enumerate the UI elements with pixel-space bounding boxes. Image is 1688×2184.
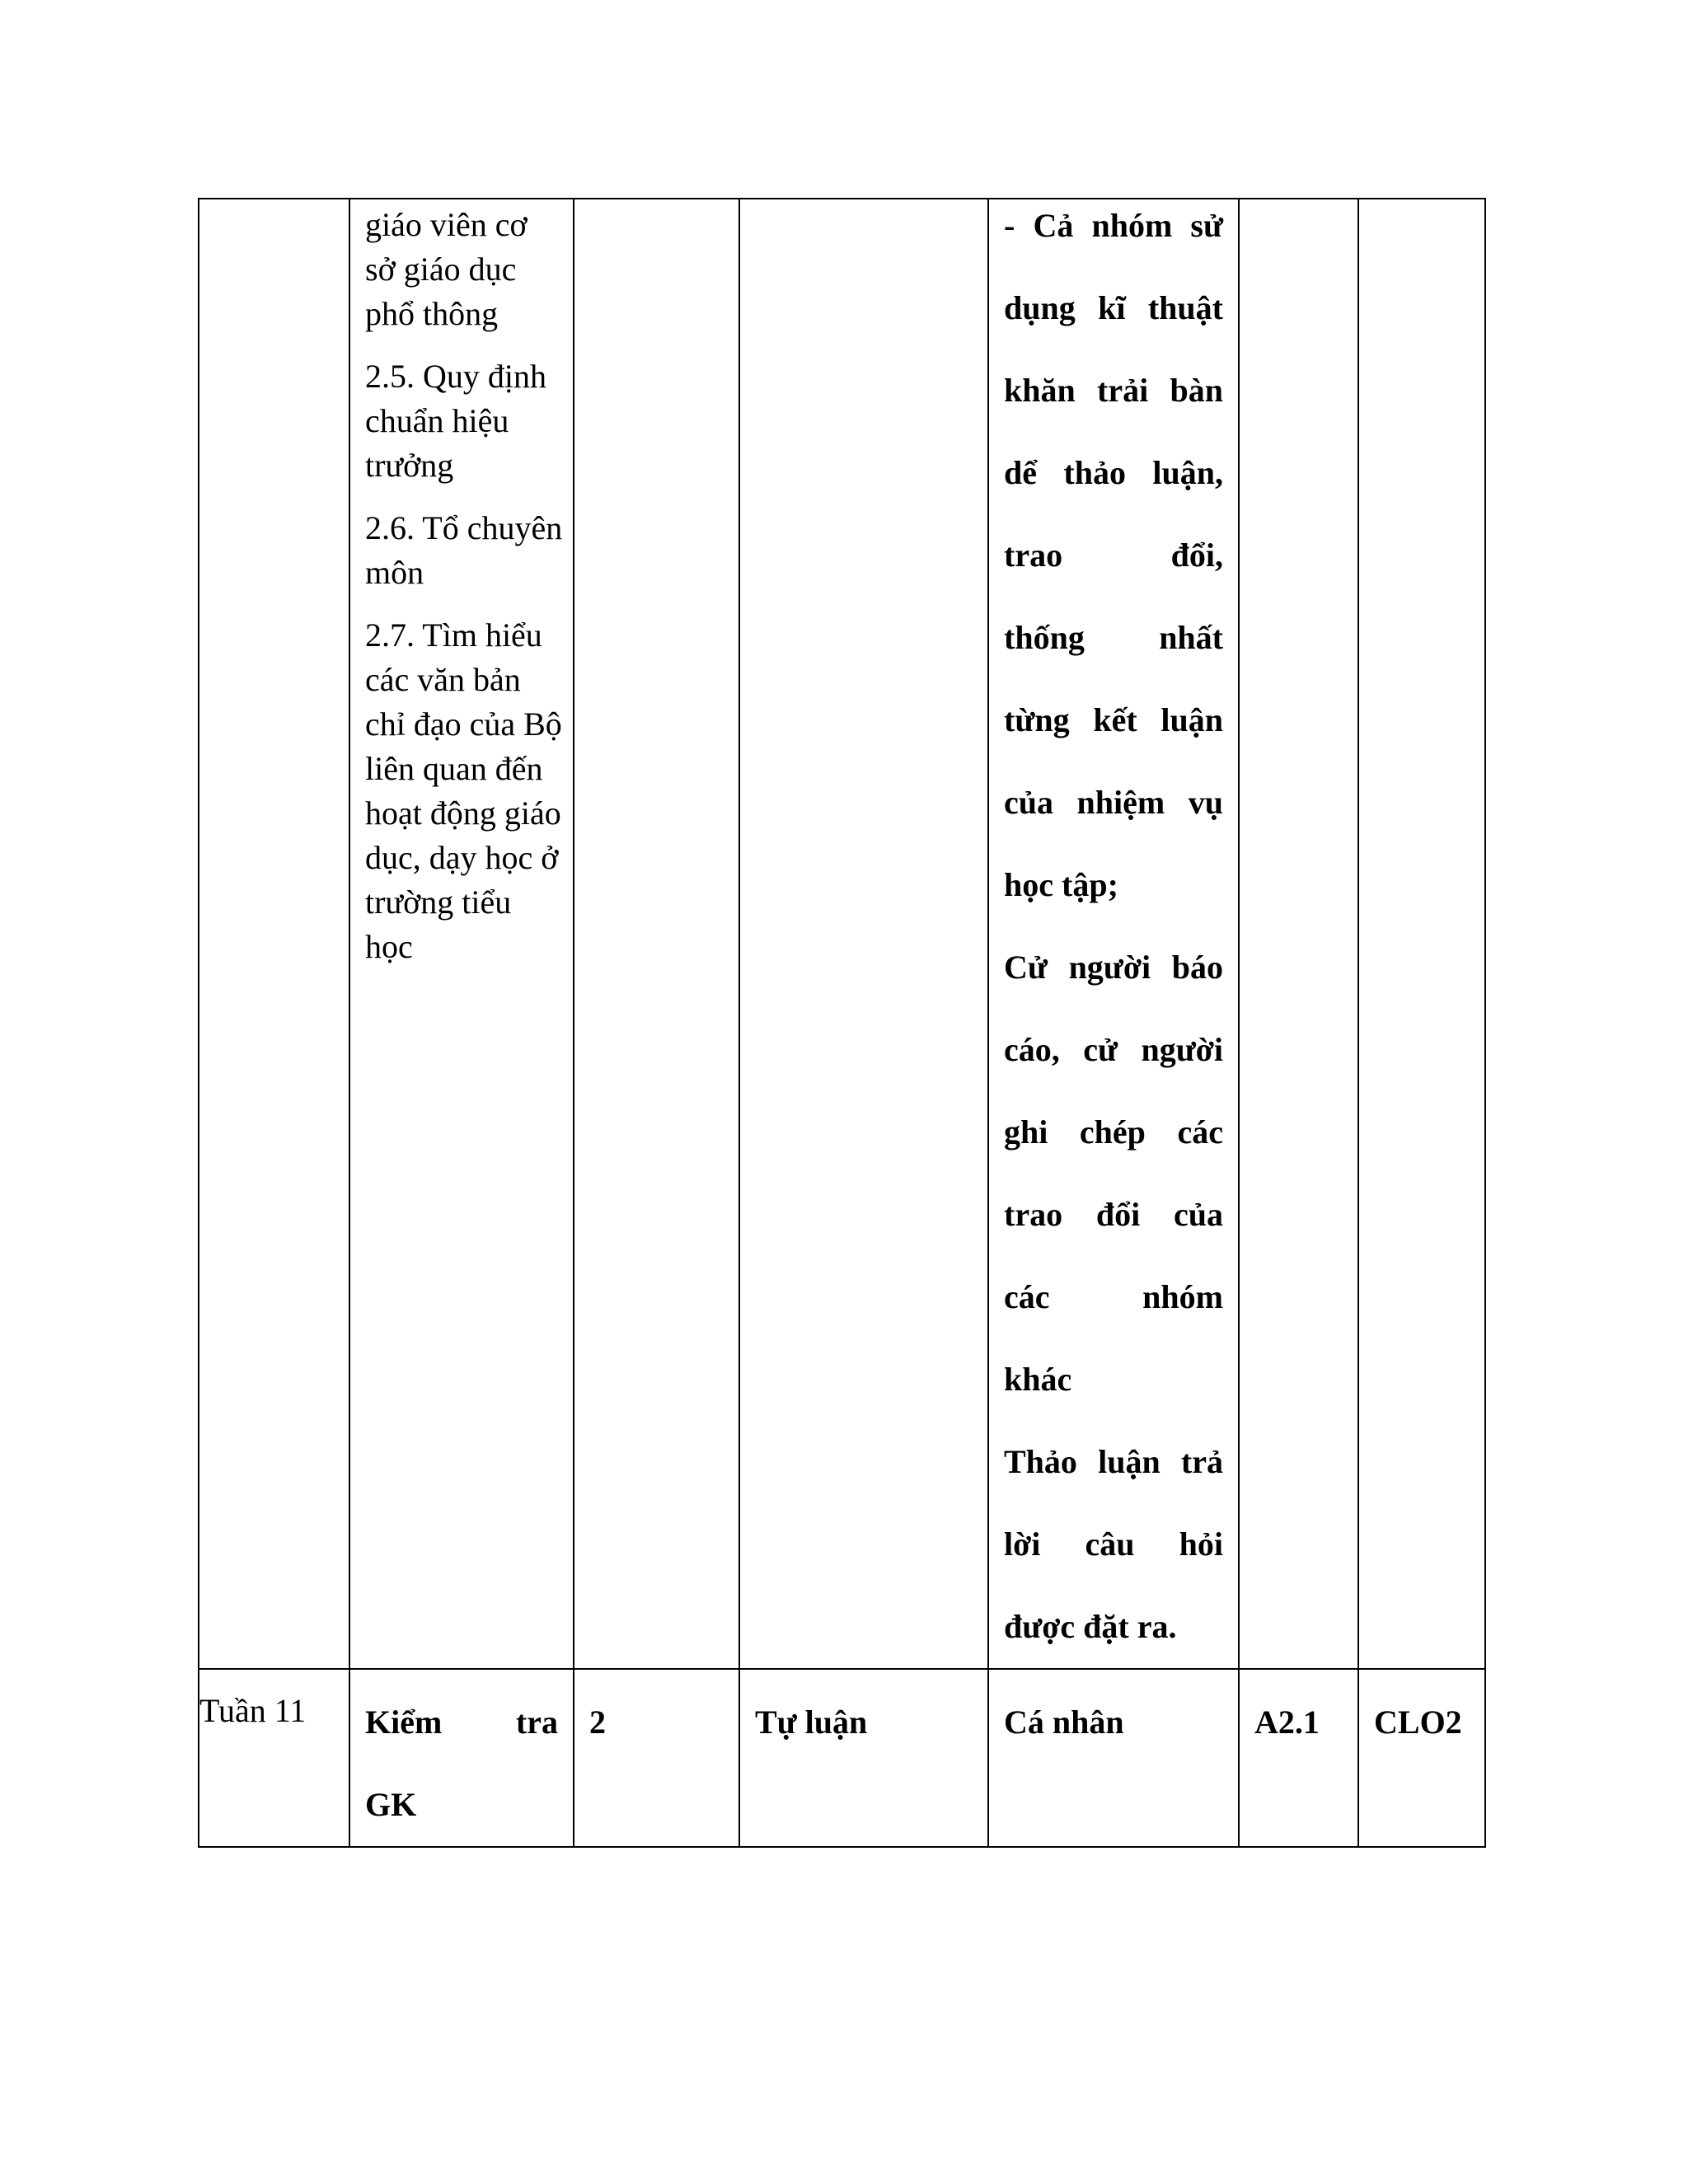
activity-line: học tập;: [1004, 866, 1118, 903]
topic-cell: [349, 199, 574, 1669]
topic-word: GK: [365, 1786, 417, 1823]
assessment-cell-empty: [1239, 199, 1358, 1669]
topic-word: tra: [515, 1704, 558, 1741]
activity-line: lời câu hỏi: [1004, 1526, 1223, 1563]
activity-line: dể thảo luận,: [1004, 454, 1223, 491]
clo-cell: [1358, 1669, 1485, 1847]
hours-cell: [574, 1669, 739, 1847]
method-value: Tự luận: [755, 1704, 868, 1741]
assessment-cell: [1239, 1669, 1358, 1847]
activity-line: dụng kĩ thuật: [1004, 289, 1223, 326]
activity-line: Thảo luận trả: [1004, 1443, 1223, 1480]
activity-line: khăn trải bàn: [1004, 372, 1223, 409]
activity-line: từng kết luận: [1004, 701, 1223, 738]
week-cell: [199, 1669, 349, 1847]
activity-line: thống nhất: [1004, 619, 1223, 656]
hours-cell-empty: [574, 199, 739, 1669]
method-cell-empty: [739, 199, 988, 1669]
assessment-value: A2.1: [1254, 1704, 1320, 1741]
activity-line: trao đổi,: [1004, 537, 1223, 574]
activity-line: được đặt ra.: [1004, 1608, 1177, 1645]
activity-line: của nhiệm vụ: [1004, 784, 1223, 821]
week-cell-empty: [199, 199, 349, 1669]
activity-cell: [988, 199, 1239, 1669]
activity-line: cáo, cử người: [1004, 1031, 1223, 1068]
week-label: Tuần 11: [199, 1692, 307, 1729]
table-row-week-11: [199, 1669, 1485, 1847]
syllabus-table: [198, 198, 1486, 1848]
topic-line: 2.6. Tổ chuyên môn: [365, 509, 563, 591]
form-value: Cá nhân: [1004, 1704, 1124, 1741]
method-cell: [739, 1669, 988, 1847]
table-row-continued: [199, 199, 1485, 1669]
activity-line: khác: [1004, 1361, 1072, 1398]
topic-line: 2.7. Tìm hiểu các văn bản chỉ đạo của Bộ liên quan đến hoạt động giáo dục, dạy học ở trường tiểu học: [365, 616, 562, 965]
clo-cell-empty: [1358, 199, 1485, 1669]
topic-cell: [349, 1669, 574, 1847]
activity-line: trao đổi của: [1004, 1196, 1223, 1233]
activity-line: ghi chép các: [1004, 1113, 1223, 1151]
activity-line: Cử người báo: [1004, 949, 1223, 986]
topic-word: Kiểm: [365, 1704, 443, 1741]
hours-value: 2: [589, 1704, 606, 1741]
form-cell: [988, 1669, 1239, 1847]
activity-line: - Cả nhóm sử: [1004, 207, 1223, 244]
topic-line: 2.5. Quy định chuẩn hiệu trưởng: [365, 358, 546, 484]
clo-value: CLO2: [1374, 1704, 1462, 1741]
topic-line: giáo viên cơ sở giáo dục phổ thông: [365, 206, 528, 332]
activity-line: các nhóm: [1004, 1278, 1223, 1315]
